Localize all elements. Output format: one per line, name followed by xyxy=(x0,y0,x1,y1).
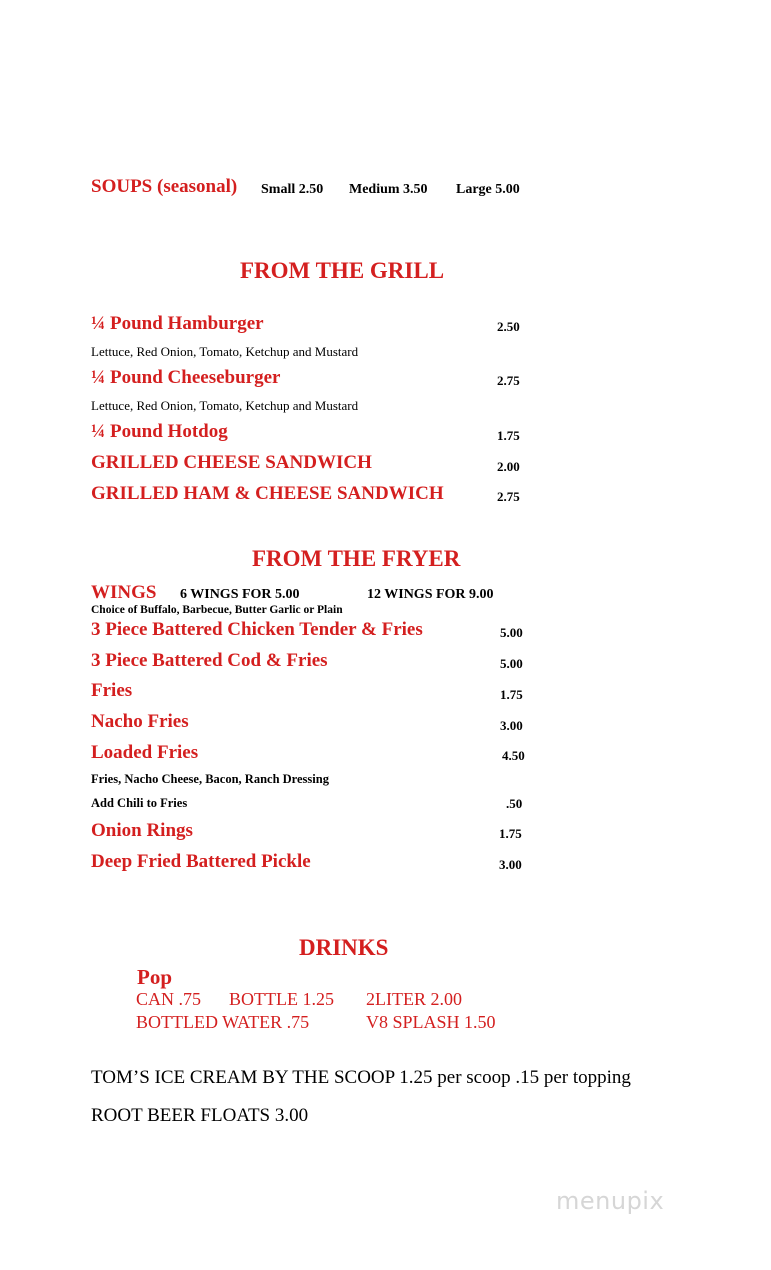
fryer-item-price: 5.00 xyxy=(500,656,523,671)
fryer-item-name: 3 Piece Battered Chicken Tender & Fries xyxy=(91,619,423,640)
fryer-item-name: Fries xyxy=(91,680,133,701)
fryer-item-price: 5.00 xyxy=(500,625,523,640)
menupix-watermark: menupix xyxy=(556,1187,665,1215)
drink-bottled-water: BOTTLED WATER .75 xyxy=(136,1012,310,1032)
grill-item-name: GRILLED CHEESE SANDWICH xyxy=(91,452,372,473)
drink-bottle: BOTTLE 1.25 xyxy=(229,989,334,1009)
grill-item-name: GRILLED HAM & CHEESE SANDWICH xyxy=(91,483,444,504)
grill-item-name: ¼ Pound Cheeseburger xyxy=(91,367,281,388)
grill-item-price: 1.75 xyxy=(497,428,520,443)
pop-title: Pop xyxy=(137,965,173,989)
fryer-heading: FROM THE FRYER xyxy=(252,546,461,571)
grill-item-name: ¼ Pound Hamburger xyxy=(91,313,264,334)
fryer-item-price: 1.75 xyxy=(499,826,522,841)
grill-heading: FROM THE GRILL xyxy=(240,258,445,283)
ice-cream-line: TOM’S ICE CREAM BY THE SCOOP 1.25 per scoop .15 per topping xyxy=(91,1067,631,1088)
chili-addon-price: .50 xyxy=(506,796,523,811)
fryer-item-price: 3.00 xyxy=(499,857,522,872)
chili-addon-label: Add Chili to Fries xyxy=(91,796,188,810)
soups-large-price: Large 5.00 xyxy=(456,182,520,197)
grill-item-price: 2.00 xyxy=(497,459,520,474)
grill-item-desc: Lettuce, Red Onion, Tomato, Ketchup and Mustard xyxy=(91,344,359,359)
drink-v8-splash: V8 SPLASH 1.50 xyxy=(366,1012,496,1032)
grill-item-name: ¼ Pound Hotdog xyxy=(91,421,228,442)
soups-small-price: Small 2.50 xyxy=(261,182,324,197)
root-beer-floats-line: ROOT BEER FLOATS 3.00 xyxy=(91,1105,309,1126)
grill-item-price: 2.75 xyxy=(497,373,520,388)
drinks-heading: DRINKS xyxy=(299,935,389,960)
wings-twelve-price: 12 WINGS FOR 9.00 xyxy=(367,587,494,602)
fryer-item-price: 1.75 xyxy=(500,687,523,702)
fryer-item-name: Deep Fried Battered Pickle xyxy=(91,851,311,872)
fryer-item-name: Nacho Fries xyxy=(91,711,189,732)
drink-2liter: 2LITER 2.00 xyxy=(366,989,462,1009)
grill-item-price: 2.50 xyxy=(497,319,520,334)
wings-desc: Choice of Buffalo, Barbecue, Butter Garlic or Plain xyxy=(91,604,343,616)
wings-six-price: 6 WINGS FOR 5.00 xyxy=(180,587,300,602)
grill-item-price: 2.75 xyxy=(497,489,520,504)
soups-title: SOUPS (seasonal) xyxy=(91,176,238,197)
fryer-item-price: 3.00 xyxy=(500,718,523,733)
fryer-item-name: Onion Rings xyxy=(91,820,193,841)
fryer-item-price: 4.50 xyxy=(502,748,525,763)
fryer-item-name: Loaded Fries xyxy=(91,742,199,763)
wings-title: WINGS xyxy=(91,582,157,603)
soups-medium-price: Medium 3.50 xyxy=(349,182,428,197)
drink-can: CAN .75 xyxy=(136,989,202,1009)
grill-item-desc: Lettuce, Red Onion, Tomato, Ketchup and Mustard xyxy=(91,398,359,413)
loaded-fries-desc: Fries, Nacho Cheese, Bacon, Ranch Dressing xyxy=(91,772,329,786)
fryer-item-name: 3 Piece Battered Cod & Fries xyxy=(91,650,328,671)
